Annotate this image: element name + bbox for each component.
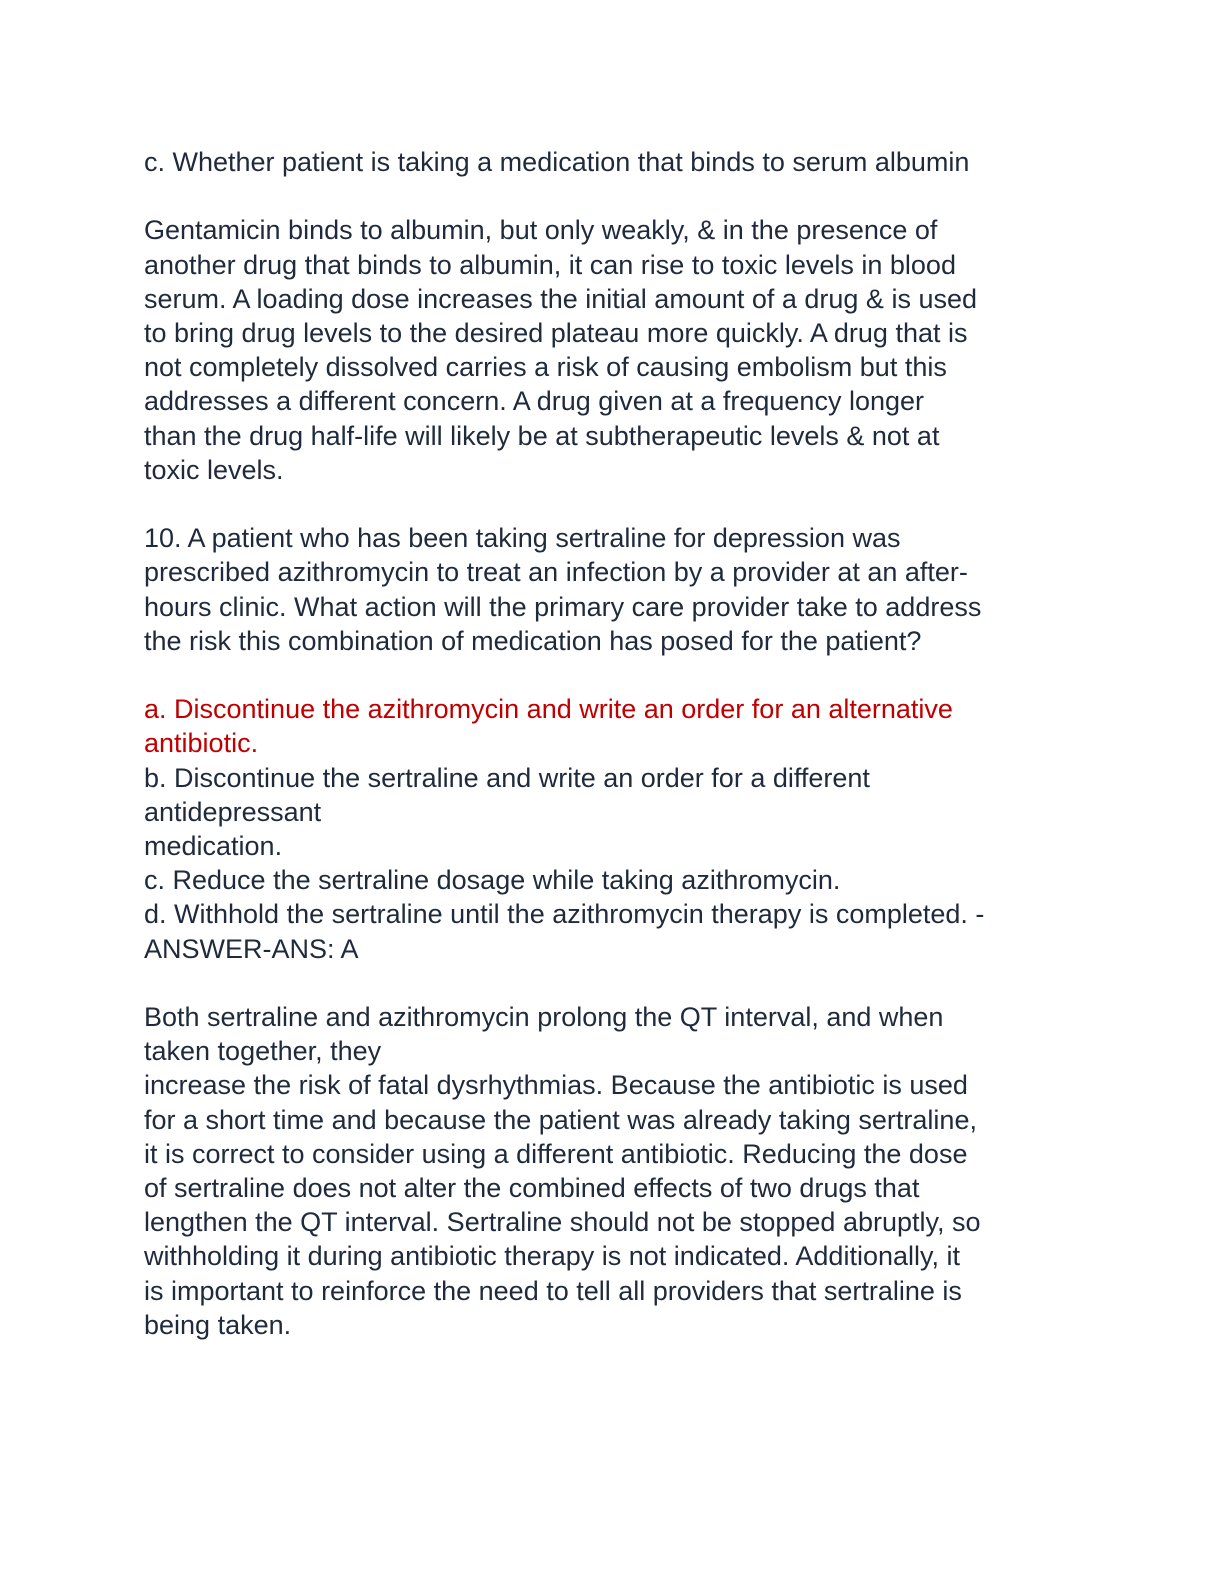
rationale-line: lengthen the QT interval. Sertraline should not be stopped abruptly, so — [144, 1207, 981, 1238]
rationale-line: increase the risk of fatal dysrhythmias. Because the antibiotic is used — [144, 1070, 968, 1101]
rationale-line: addresses a different concern. A drug given at a frequency longer — [144, 386, 925, 417]
option-d — [144, 897, 1104, 965]
rationale-line: serum. A loading dose increases the initial amount of a drug & is used — [144, 283, 977, 314]
option-a-line: a. Discontinue the azithromycin and write an order for an alternative — [144, 694, 953, 725]
prev-option-c: c. Whether patient is taking a medication that binds to serum albumin — [144, 147, 970, 177]
rationale-line: being taken. — [144, 1309, 292, 1340]
rationale-line: of sertraline does not alter the combined effects of two drugs that — [144, 1173, 920, 1204]
option-b-line: medication. — [144, 831, 283, 862]
answer-key: ANSWER-ANS: A — [144, 933, 359, 964]
paragraph-gap — [144, 487, 1104, 521]
document-page — [144, 145, 1104, 1342]
option-d-line: d. Withhold the sertraline until the azithromycin therapy is completed. - — [144, 899, 985, 930]
option-b — [144, 761, 1104, 864]
rationale-line: toxic levels. — [144, 454, 284, 485]
rationale-line: than the drug half-life will likely be at subtherapeutic levels & not at — [144, 420, 940, 451]
rationale-line: not completely dissolved carries a risk of causing embolism but this — [144, 352, 947, 383]
rationale-line: to bring drug levels to the desired plateau more quickly. A drug that is — [144, 318, 968, 348]
question-line: prescribed azithromycin to treat an infection by a provider at an after- — [144, 557, 968, 588]
rationale-line: another drug that binds to albumin, it can rise to toxic levels in blood — [144, 249, 956, 280]
option-c: c. Reduce the sertraline dosage while taking azithromycin. — [144, 865, 841, 896]
option-a-line: antibiotic. — [144, 728, 259, 759]
rationale-line: Gentamicin binds to albumin, but only weakly, & in the presence of — [144, 215, 938, 246]
option-a-correct — [144, 692, 1104, 760]
question-stem — [144, 521, 1104, 658]
question-rationale — [144, 1000, 1104, 1342]
rationale-line: Both sertraline and azithromycin prolong the QT interval, and when — [144, 1002, 944, 1033]
option-b-line: b. Discontinue the sertraline and write an order for a different — [144, 762, 870, 793]
rationale-line: is important to reinforce the need to tell all providers that sertraline is — [144, 1275, 962, 1306]
rationale-line: it is correct to consider using a different antibiotic. Reducing the dose — [144, 1138, 968, 1169]
question-line: 10. A patient who has been taking sertraline for depression was — [144, 523, 901, 554]
question-line: the risk this combination of medication has posed for the patient? — [144, 625, 922, 656]
question-line: hours clinic. What action will the primary care provider take to address — [144, 591, 982, 622]
rationale-line: for a short time and because the patient was already taking sertraline, — [144, 1104, 977, 1135]
paragraph-gap — [144, 658, 1104, 692]
rationale-line: withholding it during antibiotic therapy is not indicated. Additionally, it — [144, 1241, 960, 1272]
paragraph-gap — [144, 179, 1104, 213]
rationale-line: taken together, they — [144, 1036, 382, 1067]
prev-rationale — [144, 213, 1104, 487]
paragraph-gap — [144, 966, 1104, 1000]
option-b-line: antidepressant — [144, 796, 322, 827]
